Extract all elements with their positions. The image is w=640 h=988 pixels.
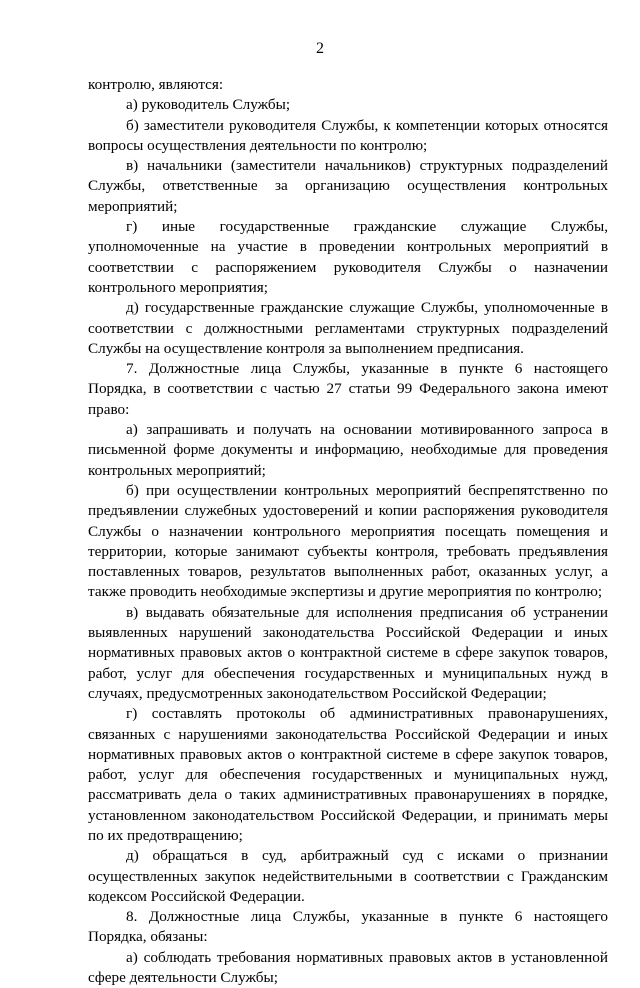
clause-7-item-g: г) составлять протоколы об административных правонарушениях, связанных с нарушениями законодательства Российской Федерации и иных нормативных правовых актов о контрактной системе в сфере закупок товаров, работ, услуг для обеспечения государственных и муниципальных нужд, рассматривать дела о таких административных правонарушениях в порядке, установленном законодательством Российской Федерации, и принимать меры по их предотвращению; — [88, 705, 608, 844]
list-item-v: в) начальники (заместители начальников) структурных подразделений Службы, ответственные за организацию осуществления контрольных мероприятий; — [88, 157, 608, 215]
clause-7-item-a: а) запрашивать и получать на основании мотивированного запроса в письменной форме документы и информацию, необходимые для проведения контрольных мероприятий; — [88, 421, 608, 479]
document-body — [88, 75, 608, 988]
clause-7-item-v: в) выдавать обязательные для исполнения предписания об устранении выявленных нарушений законодательства Российской Федерации и иных нормативных правовых актов о контрактной системе в сфере закупок товаров, работ, услуг для обеспечения государственных и муниципальных нужд в случаях, предусмотренных законодательством Российской Федерации; — [88, 603, 608, 702]
clause-7: 7. Должностные лица Службы, указанные в пункте 6 настоящего Порядка, в соответствии с частью 27 статьи 99 Федерального закона имеют право: — [88, 360, 608, 418]
clause-8: 8. Должностные лица Службы, указанные в пункте 6 настоящего Порядка, обязаны: — [88, 908, 608, 946]
clause-7-item-b: б) при осуществлении контрольных мероприятий беспрепятственно по предъявлении служебных удостоверений и копии распоряжения руководителя Службы о назначении контрольного мероприятия посещать помещения и территории, которые занимают субъекты контроля, требовать предъявления поставленных товаров, результатов выполненных работ, оказанных услуг, а также проводить необходимые экспертизы и другие мероприятия по контролю; — [88, 481, 608, 601]
clause-8-item-a: а) соблюдать требования нормативных правовых актов в установленной сфере деятельности Службы; — [88, 948, 608, 987]
list-item-a: а) руководитель Службы; — [126, 96, 291, 114]
clause-7-item-d: д) обращаться в суд, арбитражный суд с исками о признании осуществленных закупок недействительными в соответствии с Гражданским кодексом Российской Федерации. — [88, 847, 608, 905]
list-item-b: б) заместители руководителя Службы, к компетенции которых относятся вопросы осуществления деятельности по контролю; — [88, 116, 608, 154]
paragraph-continuation: контролю, являются: — [88, 76, 224, 93]
page-number: 2 — [316, 40, 324, 57]
list-item-g: г) иные государственные гражданские служащие Службы, уполномоченные на участие в проведении контрольных мероприятий в соответствии с распоряжением руководителя Службы о назначении контрольного мероприятия; — [88, 218, 608, 296]
list-item-d: д) государственные гражданские служащие Службы, уполномоченные в соответствии с должностными регламентами структурных подразделений Службы на осуществление контроля за выполнением предписания. — [88, 299, 608, 357]
